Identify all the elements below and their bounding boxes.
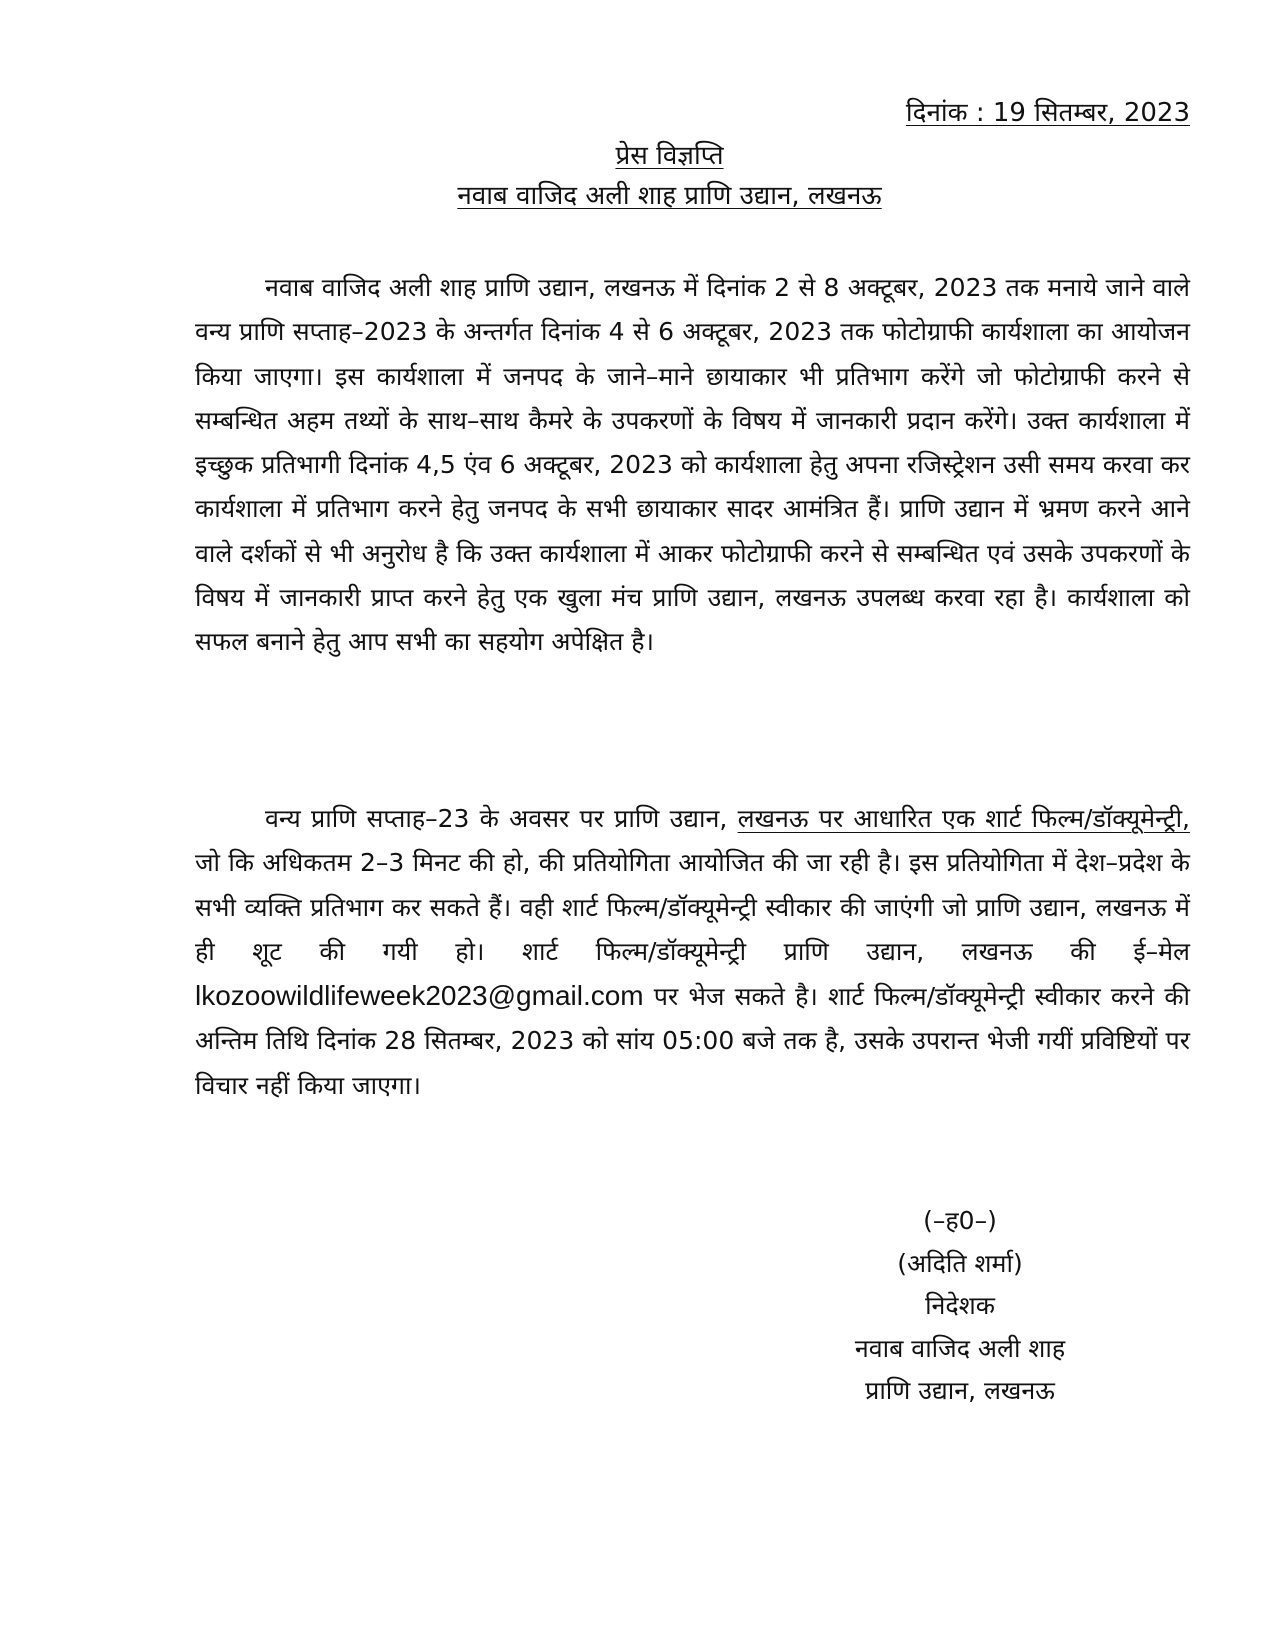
signatory-org-line1: नवाब वाजिद अली शाह xyxy=(854,1333,1066,1363)
signatory-designation: निदेशक xyxy=(925,1291,995,1320)
contact-email: lkozoowildlifeweek2023@gmail.com xyxy=(195,980,644,1012)
organization-heading: नवाब वाजिद अली शाह प्राणि उद्यान, लखनऊ xyxy=(457,181,882,211)
competition-middle-text: जो कि अधिकतम 2–3 मिनट की हो, की प्रतियोगिता आयोजित की जा रही है। इस प्रतियोगिता में देश–प्रदेश के सभी व्यक्ति प्रतिभाग कर सकते हैं। वही शार्ट फिल्म/डॉक्यूमेन्ट्री स्वीकार की जाएंगी जो प्राणि उद्यान, लखनऊ में ही शूट की गयी हो। शार्ट फिल्म/डॉक्यूमेन्ट्री प्राणि उद्यान, लखनऊ की ई–मेल xyxy=(195,848,1190,966)
film-competition-paragraph xyxy=(195,797,1190,1108)
signature-mark: (–ह0–) xyxy=(923,1206,997,1235)
workshop-paragraph-text: नवाब वाजिद अली शाह प्राणि उद्यान, लखनऊ में दिनांक 2 से 8 अक्टूबर, 2023 तक मनाये जाने वाले वन्य प्राणि सप्ताह–2023 के अन्तर्गत दिनांक 4 से 6 अक्टूबर, 2023 तक फोटोग्राफी कार्यशाला का आयोजन किया जाएगा। इस कार्यशाला में जनपद के जाने–माने छायाकार भी प्रतिभाग करेंगे जो फोटोग्राफी करने से सम्बन्धित अहम तथ्यों के साथ–साथ कैमरे के उपकरणों के विषय में जानकारी प्रदान करेंगे। उक्त कार्यशाला में इच्छुक प्रतिभागी दिनांक 4,5 एंव 6 अक्टूबर, 2023 को कार्यशाला हेतु अपना रजिस्ट्रेशन उसी समय करवा कर कार्यशाला में प्रतिभाग करने हेतु जनपद के सभी छायाकार सादर आमंत्रित हैं। प्राणि उद्यान में भ्रमण करने आने वाले दर्शकों से भी अनुरोध है कि उक्त कार्यशाला में आकर फोटोग्राफी करने से सम्बन्धित एवं उसके उपकरणों के विषय में जानकारी प्राप्त करने हेतु एक खुला मंच प्राणि उद्यान, लखनऊ उपलब्ध करवा रहा है। कार्यशाला को सफल बनाने हेतु आप सभी का सहयोग अपेक्षित है। xyxy=(195,273,1190,657)
signatory-name: (अदिति शर्मा) xyxy=(897,1248,1023,1278)
document-title: प्रेस विज्ञप्ति xyxy=(615,141,724,171)
signature-block xyxy=(800,1200,1120,1413)
competition-underlined-text: लखनऊ पर आधारित एक शार्ट फिल्म/डॉक्यूमेन्ट्री, xyxy=(737,804,1190,833)
signatory-org-line2: प्राणि उद्यान, लखनऊ xyxy=(865,1376,1055,1405)
film-competition-paragraph-text xyxy=(195,797,1190,1108)
competition-tail-text: पर भेज सकते है। शार्ट फिल्म/डॉक्यूमेन्ट्री स्वीकार करने की अन्तिम तिथि दिनांक 28 सितम्बर, 2023 को सांय 05:00 बजे तक है, उसके उपरान्त भेजी गयीं प्रविष्टियों पर विचार नहीं किया जाएगा। xyxy=(195,982,1190,1100)
competition-lead-text: वन्य प्राणि सप्ताह–23 के अवसर पर प्राणि उद्यान, xyxy=(265,804,738,833)
release-date: दिनांक : 19 सितम्बर, 2023 xyxy=(905,98,1190,128)
workshop-paragraph xyxy=(195,266,1190,665)
